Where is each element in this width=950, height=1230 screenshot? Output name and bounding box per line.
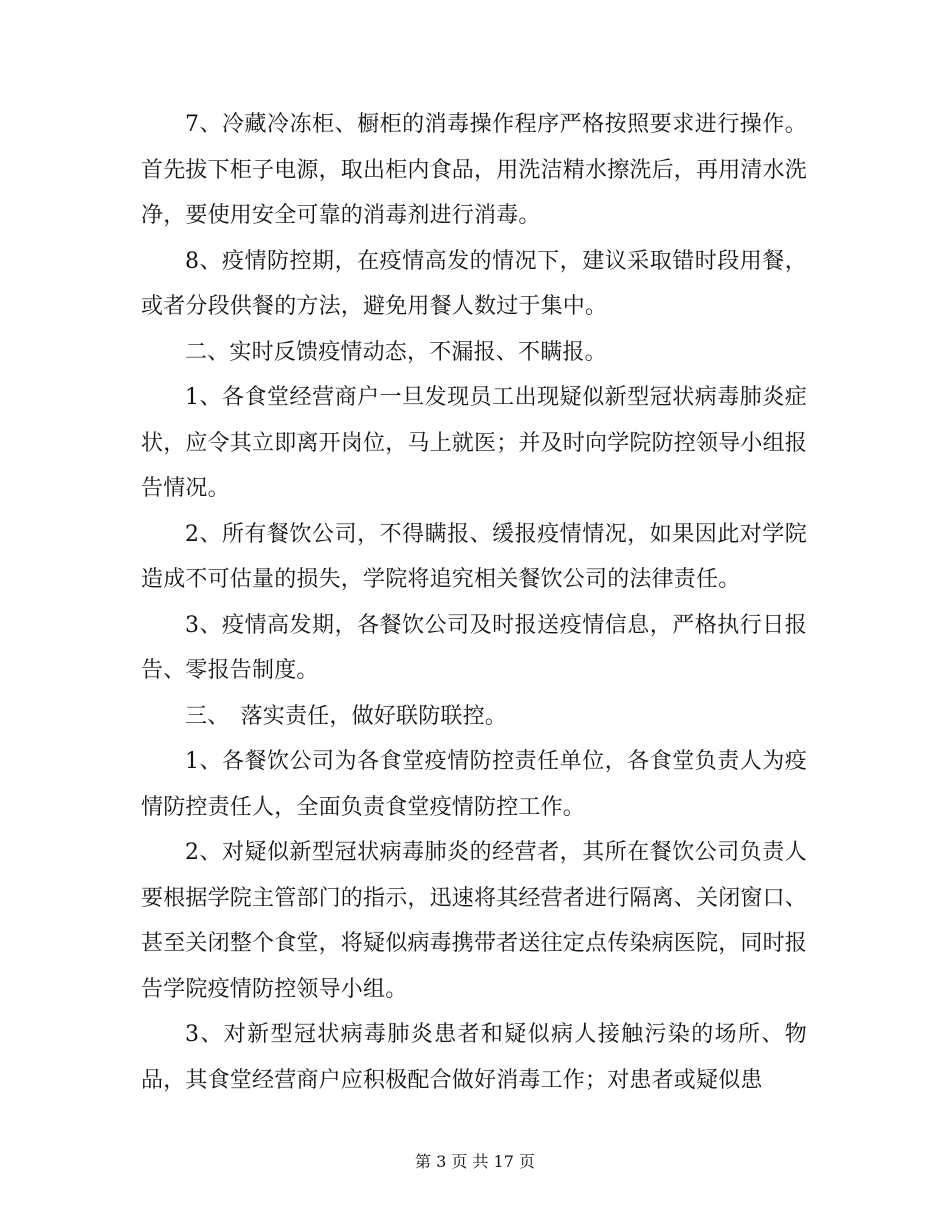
paragraph-item-8: 8、疫情防控期，在疫情高发的情况下，建议采取错时段用餐，或者分段供餐的方法，避免用餐人数过于集中。 <box>141 248 807 319</box>
paragraph-section2-item-3: 3、疫情高发期，各餐饮公司及时报送疫情信息，严格执行日报告、零报告制度。 <box>141 612 807 683</box>
page-number-footer: 第 3 页 共 17 页 <box>415 1152 535 1171</box>
paragraph-section3-item-3: 3、对新型冠状病毒肺炎患者和疑似病人接触污染的场所、物品，其食堂经营商户应积极配合做好消毒工作；对患者或疑似患 <box>141 1022 807 1093</box>
paragraph-section3-item-2: 2、对疑似新型冠状病毒肺炎的经营者，其所在餐饮公司负责人要根据学院主管部门的指示，迅速将其经营者进行隔离、关闭窗口、甚至关闭整个食堂，将疑似病毒携带者送往定点传染病医院，同时报告学院疫情防控领导小组。 <box>141 840 808 1002</box>
section-heading-2: 二、实时反馈疫情动态，不漏报、不瞒报。 <box>185 339 607 365</box>
paragraph-item-7: 7、冷藏冷冻柜、橱柜的消毒操作程序严格按照要求进行操作。首先拔下柜子电源，取出柜内食品，用洗洁精水擦洗后，再用清水洗净，要使用安全可靠的消毒剂进行消毒。 <box>141 112 808 228</box>
document-body <box>141 102 807 1103</box>
paragraph-section2-item-1: 1、各食堂经营商户一旦发现员工出现疑似新型冠状病毒肺炎症状，应令其立即离开岗位，马上就医；并及时向学院防控领导小组报告情况。 <box>141 385 808 501</box>
paragraph-section3-item-1: 1、各餐饮公司为各食堂疫情防控责任单位，各食堂负责人为疫情防控责任人，全面负责食堂疫情防控工作。 <box>141 749 807 820</box>
section-heading-3: 三、 落实责任，做好联防联控。 <box>185 703 508 729</box>
paragraph-section2-item-2: 2、所有餐饮公司，不得瞒报、缓报疫情情况，如果因此对学院造成不可估量的损失，学院将追究相关餐饮公司的法律责任。 <box>141 521 807 592</box>
